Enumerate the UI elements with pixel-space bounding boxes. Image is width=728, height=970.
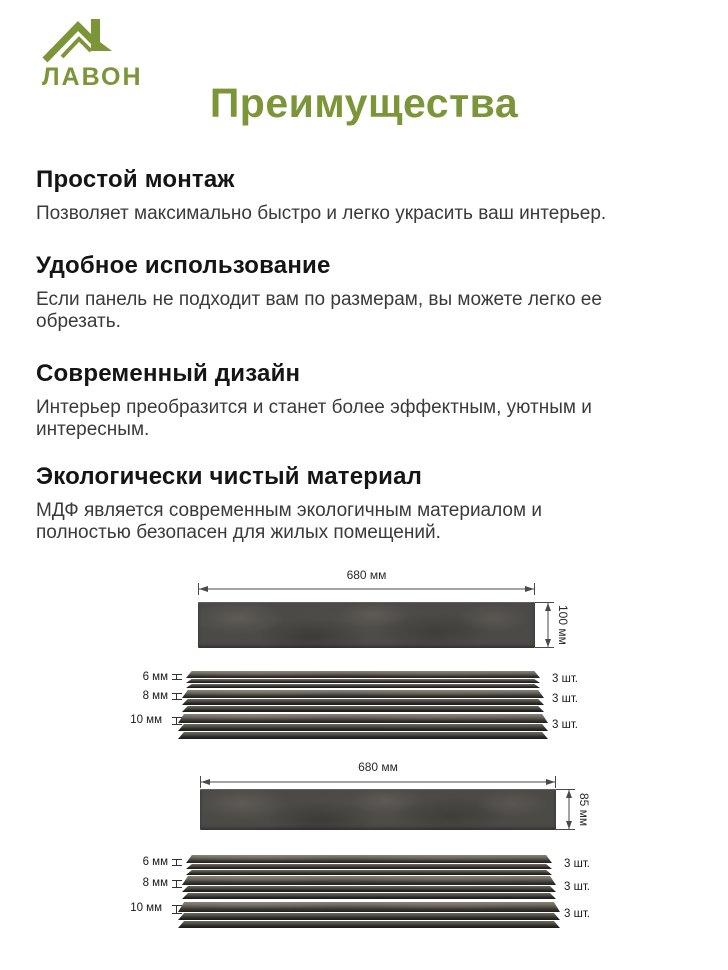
panel-group-8mm	[182, 690, 544, 713]
panel-layer	[178, 921, 560, 928]
panel-face	[200, 789, 556, 830]
brand-name: ЛАВОН	[42, 63, 143, 91]
section-eco-material	[36, 463, 692, 544]
panel-layer	[186, 870, 552, 875]
section-heading: Современный дизайн	[36, 360, 301, 387]
width-dimension-arrow	[198, 582, 535, 596]
section-heading: Простой монтаж	[36, 166, 235, 193]
panel-layer	[182, 876, 556, 885]
panel-layer	[178, 913, 560, 920]
panel-layer	[178, 714, 548, 723]
panel-layer	[178, 724, 548, 731]
section-heading: Удобное использование	[36, 252, 331, 279]
height-dimension-arrow	[556, 789, 576, 830]
brand-logo	[42, 13, 143, 91]
section-body: Интерьер преобразится и станет более эффектным, уютным и интересным.	[36, 397, 592, 440]
panel-layer	[186, 864, 552, 869]
roof-house-icon	[42, 13, 120, 63]
panel-group-8mm	[182, 876, 556, 900]
panel-layer	[186, 671, 540, 678]
thickness-label: 8 мм	[142, 877, 168, 889]
panel-group-6mm	[186, 855, 552, 876]
panel-layer	[178, 902, 560, 912]
height-dimension-arrow	[535, 602, 555, 648]
panel-group-10mm	[178, 902, 560, 929]
height-dimension-label: 100 мм	[556, 605, 570, 645]
section-easy-install	[36, 166, 692, 225]
count-label: 3 шт.	[564, 881, 591, 893]
section-body: МДФ является современным экологичным материалом и полностью безопасен для жилых помещений.	[36, 500, 542, 543]
count-label: 3 шт.	[564, 858, 591, 870]
panel-layer	[186, 855, 552, 863]
panel-group-10mm	[178, 714, 548, 740]
panel-layer	[178, 732, 548, 739]
section-modern-design	[36, 360, 692, 441]
panel-layer	[182, 893, 556, 899]
width-dimension-label: 680 мм	[358, 760, 398, 774]
thickness-label: 10 мм	[130, 902, 162, 914]
panel-layer	[182, 706, 544, 712]
panel-layer	[182, 690, 544, 698]
page-title: Преимущества	[209, 80, 519, 126]
width-dimension-arrow	[200, 775, 556, 789]
section-body: Позволяет максимально быстро и легко украсить ваш интерьер.	[36, 203, 607, 224]
thickness-tick	[172, 693, 182, 700]
panel-diagram-100mm	[0, 565, 728, 665]
thickness-label: 6 мм	[142, 671, 168, 683]
section-body: Если панель не подходит вам по размерам, вы можете легко ее обрезать.	[36, 289, 602, 332]
thickness-tick	[172, 880, 182, 888]
thickness-label: 10 мм	[130, 714, 162, 726]
panel-group-6mm	[186, 671, 540, 689]
panel-face	[198, 602, 535, 648]
thickness-label: 8 мм	[142, 690, 168, 702]
thickness-tick	[172, 674, 182, 680]
height-dimension-label: 85 мм	[577, 792, 591, 827]
panel-layer	[182, 699, 544, 705]
panel-diagram-85mm	[0, 756, 728, 851]
count-label: 3 шт.	[552, 693, 579, 705]
width-dimension-label: 680 мм	[346, 568, 387, 582]
section-heading: Экологически чистый материал	[36, 463, 423, 490]
panel-layer	[186, 679, 540, 683]
panel-layer	[186, 684, 540, 688]
section-easy-use	[36, 252, 692, 333]
count-label: 3 шт.	[564, 908, 591, 920]
count-label: 3 шт.	[552, 719, 579, 731]
thickness-tick	[172, 859, 182, 866]
count-label: 3 шт.	[552, 673, 579, 685]
panel-stack-100mm	[0, 668, 728, 750]
panel-stack-85mm	[0, 852, 728, 942]
thickness-label: 6 мм	[142, 856, 168, 868]
panel-layer	[182, 886, 556, 892]
